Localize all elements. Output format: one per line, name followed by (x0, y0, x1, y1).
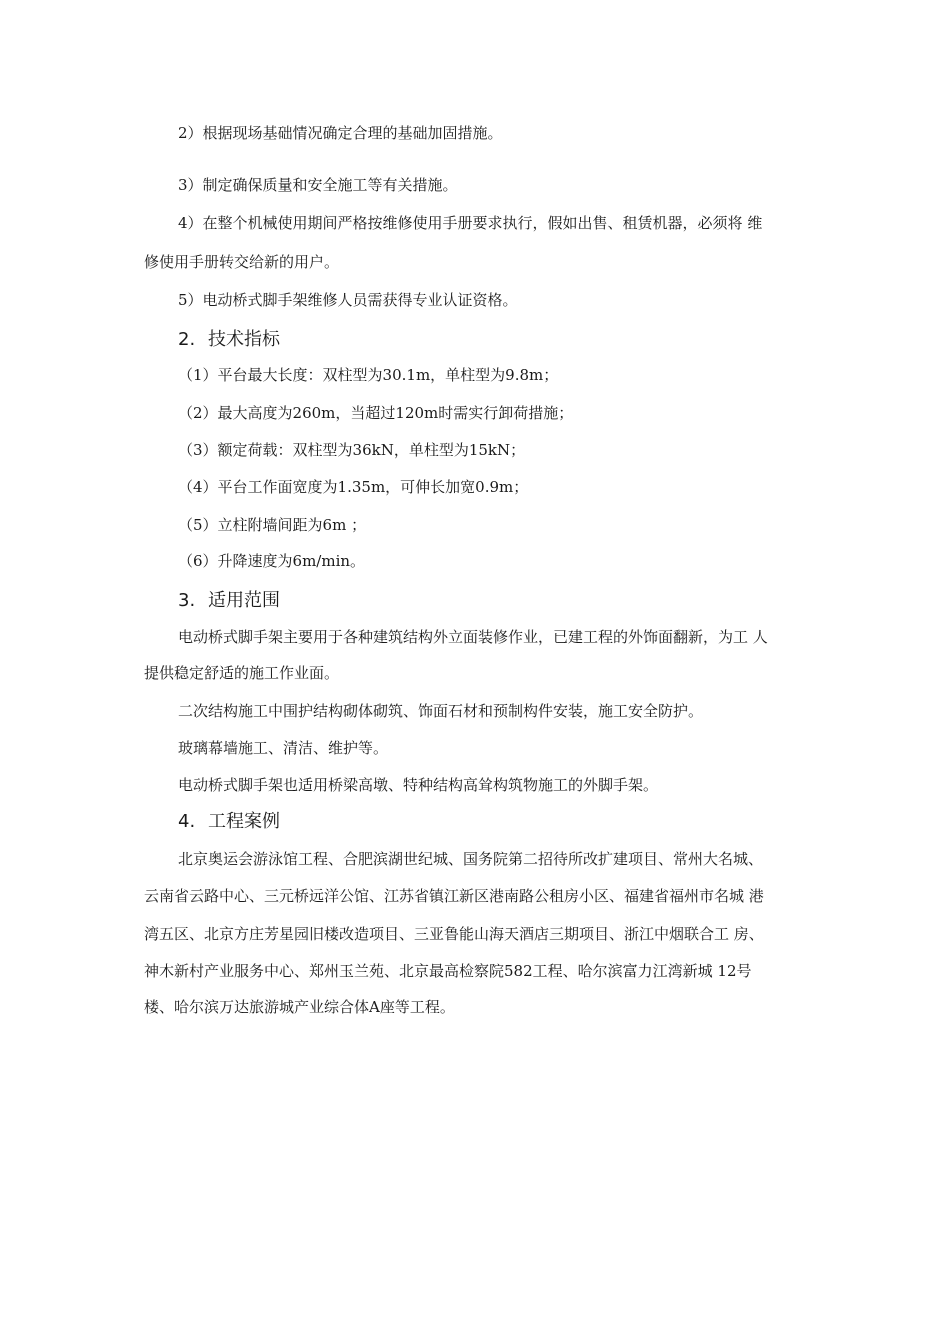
scope-paragraph-4: 电动桥式脚手架也适用桥梁高墩、特种结构高耸构筑物施工的外脚手架。 (178, 776, 659, 794)
measure-item-2: 2）根据现场基础情况确定合理的基础加固措施。 (178, 124, 503, 142)
section-title: 工程案例 (208, 811, 280, 832)
section-number: 2. (178, 329, 196, 350)
cases-line: 神木新村产业服务中心、郑州玉兰苑、北京最高检察院582工程、哈尔滨富力江湾新城 12号 (144, 962, 752, 980)
spec-item: （4）平台工作面宽度为1.35m，可伸长加宽0.9m； (178, 478, 529, 496)
measure-item-4-line1: 4）在整个机械使用期间严格按维修使用手册要求执行，假如出售、租赁机器，必须将 维 (178, 214, 763, 232)
scope-paragraph-2: 二次结构施工中围护结构砌体砌筑、饰面石材和预制构件安装，施工安全防护。 (178, 702, 704, 720)
cases-line: 云南省云路中心、三元桥远洋公馆、江苏省镇江新区港南路公租房小区、福建省福州市名城 港 (144, 887, 764, 905)
scope-paragraph-3: 玻璃幕墙施工、清洁、维护等。 (178, 739, 389, 757)
section-number: 4. (178, 811, 196, 832)
section-heading-scope (178, 589, 280, 613)
spec-item: （6）升降速度为6m/min。 (178, 552, 366, 570)
spec-item: （5）立柱附墙间距为6m ； (178, 516, 367, 534)
section-title: 适用范围 (208, 590, 280, 611)
scope-paragraph-1-line1: 电动桥式脚手架主要用于各种建筑结构外立面装修作业，已建工程的外饰面翻新，为工 人 (178, 628, 768, 646)
section-heading-technical (178, 328, 280, 352)
spec-item: （2）最大高度为260m，当超过120m时需实行卸荷措施； (178, 404, 574, 422)
measure-item-3: 3）制定确保质量和安全施工等有关措施。 (178, 176, 458, 194)
measure-item-4-line2: 修使用手册转交给新的用户。 (144, 253, 340, 271)
section-heading-cases (178, 810, 280, 834)
cases-line: 北京奥运会游泳馆工程、合肥滨湖世纪城、国务院第二招待所改扩建项目、常州大名城、 (178, 850, 764, 868)
section-number: 3. (178, 590, 196, 611)
cases-line: 楼、哈尔滨万达旅游城产业综合体A座等工程。 (144, 998, 455, 1016)
spec-item: （1）平台最大长度：双柱型为30.1m，单柱型为9.8m； (178, 366, 559, 384)
scope-paragraph-1-line2: 提供稳定舒适的施工作业面。 (144, 664, 340, 682)
spec-item: （3）额定荷载：双柱型为36kN，单柱型为15kN； (178, 441, 526, 459)
section-title: 技术指标 (208, 329, 280, 350)
measure-item-5: 5）电动桥式脚手架维修人员需获得专业认证资格。 (178, 291, 518, 309)
cases-line: 湾五区、北京方庄芳星园旧楼改造项目、三亚鲁能山海天酒店三期项目、浙江中烟联合工 房、 (144, 925, 764, 943)
